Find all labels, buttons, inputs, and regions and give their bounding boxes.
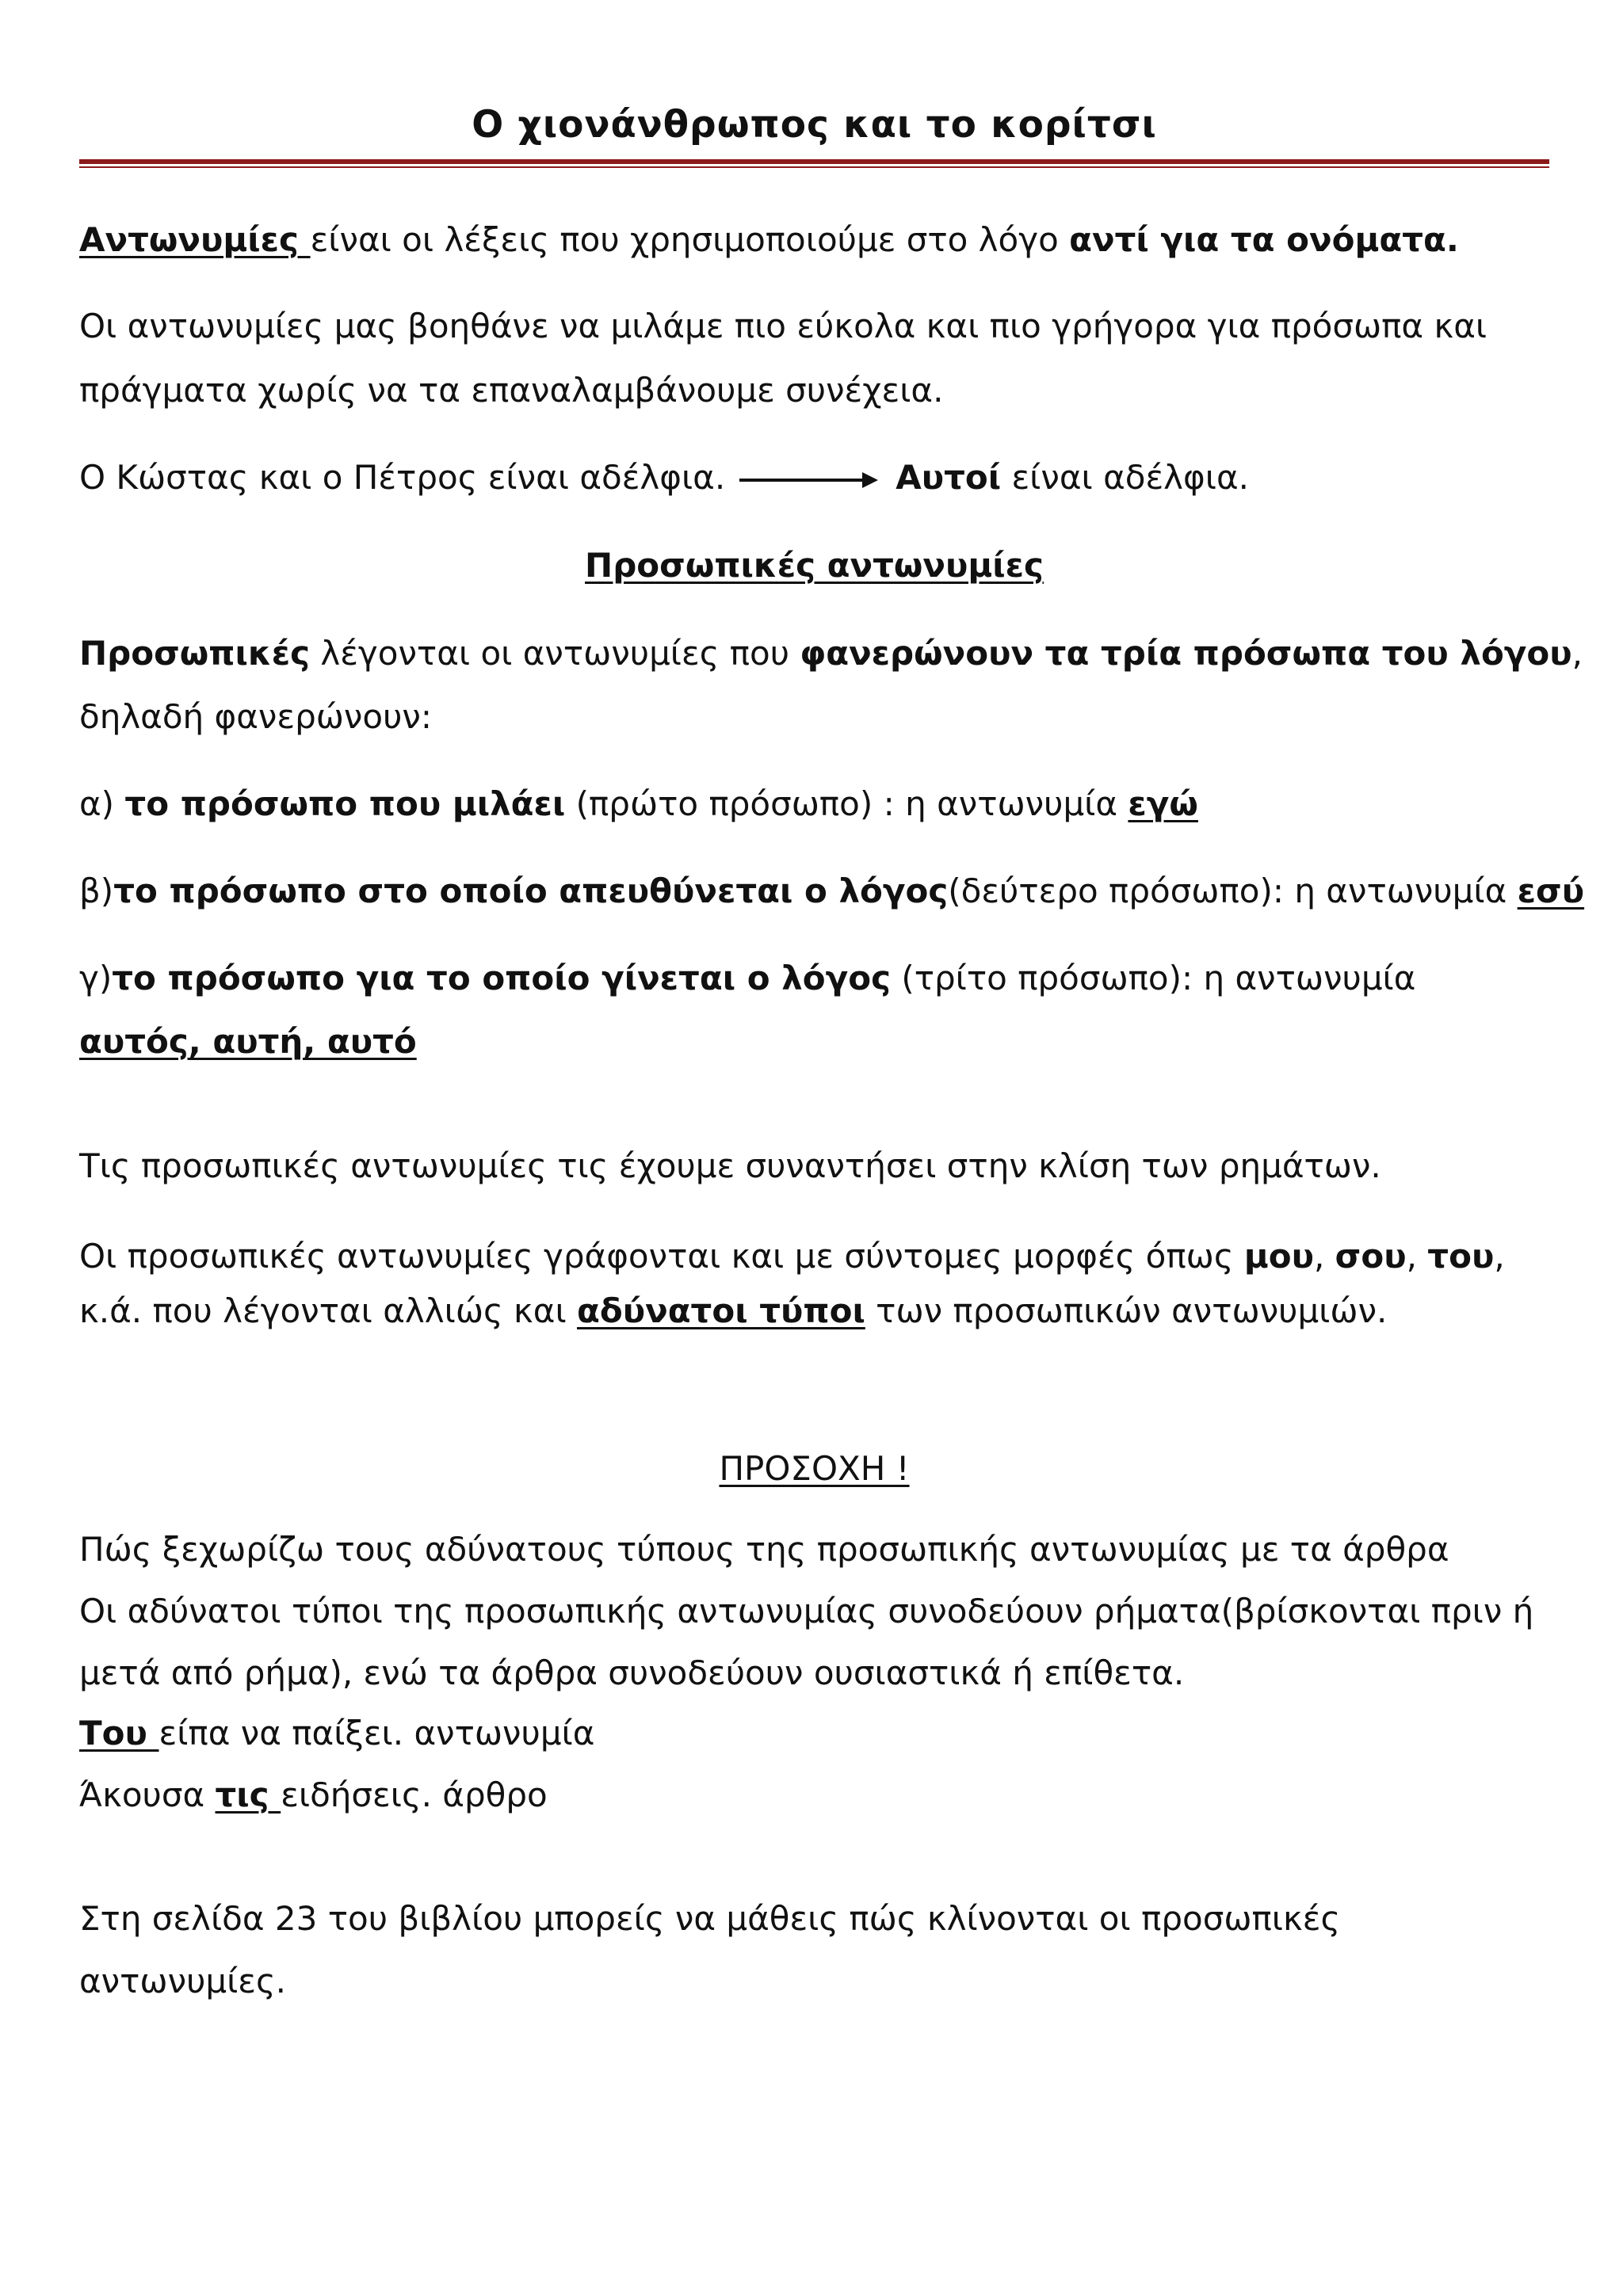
person-first-prefix: α) bbox=[79, 784, 125, 823]
para3-text2: κ.ά. που λέγονται αλλιώς και bbox=[79, 1291, 578, 1330]
title-divider bbox=[79, 159, 1549, 170]
attention-line3: μετά από ρήμα), ενώ τα άρθρα συνοδεύουν ουσιαστικά ή επίθετα. bbox=[79, 1653, 1185, 1692]
person-first-text: (πρώτο πρόσωπο) : η αντωνυμία bbox=[565, 784, 1128, 823]
intro-emphasis: αντί για τα ονόματα. bbox=[1069, 220, 1459, 259]
intro-text: είναι οι λέξεις που χρησιμοποιούμε στο λόγο bbox=[310, 220, 1070, 259]
example-right-rest: είναι αδέλφια. bbox=[1001, 458, 1249, 497]
pronoun-esy: εσύ bbox=[1517, 871, 1585, 910]
example-pronoun: Αυτοί bbox=[896, 458, 1002, 497]
example-line bbox=[79, 458, 1249, 498]
weak-form-mou: μου bbox=[1243, 1237, 1314, 1276]
para3-sep2: , bbox=[1406, 1237, 1428, 1276]
person-second-desc: το πρόσωπο στο οποίο απευθύνεται ο λόγος bbox=[113, 871, 949, 910]
para3-line1 bbox=[79, 1237, 1505, 1276]
example-pronoun-rest: είπα να παίξει. αντωνυμία bbox=[158, 1714, 595, 1753]
para1-line1: Οι αντωνυμίες μας βοηθάνε να μιλάμε πιο εύκολα και πιο γρήγορα για πρόσωπα και bbox=[79, 307, 1487, 345]
para2: Τις προσωπικές αντωνυμίες τις έχουμε συναντήσει στην κλίση των ρημάτων. bbox=[79, 1146, 1381, 1185]
example-pronoun-line bbox=[79, 1714, 594, 1753]
closing-line2: αντωνυμίες. bbox=[79, 1962, 287, 2000]
person-third-prefix: γ) bbox=[79, 959, 113, 997]
definition-comma: , bbox=[1571, 634, 1583, 673]
example-article-rest: ειδήσεις. άρθρο bbox=[281, 1775, 548, 1814]
section-heading-personal-pronouns: Προσωπικές αντωνυμίες bbox=[585, 546, 1044, 585]
example-word-tis: τις bbox=[215, 1775, 281, 1814]
arrow-right-icon bbox=[739, 472, 878, 488]
definition-text1: λέγονται οι αντωνυμίες που bbox=[310, 634, 800, 673]
person-second-prefix: β) bbox=[79, 871, 114, 910]
person-second-text: (δεύτερο πρόσωπο): η αντωνυμία bbox=[948, 871, 1518, 910]
person-third-desc: το πρόσωπο για το οποίο γίνεται ο λόγος bbox=[112, 959, 891, 997]
para3-text1: Οι προσωπικές αντωνυμίες γράφονται και με σύντομες μορφές όπως bbox=[79, 1237, 1244, 1276]
example-article-start: Άκουσα bbox=[79, 1775, 216, 1814]
intro-line bbox=[79, 220, 1459, 260]
definition-line1 bbox=[79, 634, 1583, 673]
definition-bold-term: Προσωπικές bbox=[79, 634, 310, 673]
term-pronouns: Αντωνυμίες bbox=[79, 220, 311, 259]
weak-form-sou: σου bbox=[1335, 1237, 1407, 1276]
page-title: Ο χιονάνθρωπος και το κορίτσι bbox=[472, 103, 1157, 147]
pronoun-aftos: αυτός, αυτή, αυτό bbox=[79, 1022, 417, 1061]
example-left: Ο Κώστας και ο Πέτρος είναι αδέλφια. bbox=[79, 458, 726, 497]
definition-bold-phrase: φανερώνουν τα τρία πρόσωπα του λόγου bbox=[800, 634, 1572, 673]
example-word-tou: Του bbox=[79, 1714, 159, 1753]
person-third bbox=[79, 959, 1415, 998]
person-third-text: (τρίτο πρόσωπο): η αντωνυμία bbox=[890, 959, 1416, 997]
person-first-desc: το πρόσωπο που μιλάει bbox=[124, 784, 566, 823]
example-article-line bbox=[79, 1775, 548, 1815]
attention-heading: ΠΡΟΣΟΧΗ ! bbox=[719, 1449, 910, 1488]
para3-text3: των προσωπικών αντωνυμιών. bbox=[865, 1291, 1388, 1330]
person-first bbox=[79, 784, 1198, 824]
definition-line2: δηλαδή φανερώνουν: bbox=[79, 697, 432, 736]
divider-thin-line bbox=[79, 166, 1549, 168]
para1-line2: πράγματα χωρίς να τα επαναλαμβάνουμε συνέχεια. bbox=[79, 371, 944, 410]
pronoun-ego: εγώ bbox=[1128, 784, 1198, 823]
term-weak-forms: αδύνατοι τύποι bbox=[577, 1291, 865, 1330]
attention-line1: Πώς ξεχωρίζω τους αδύνατους τύπους της προσωπικής αντωνυμίας με τα άρθρα bbox=[79, 1530, 1449, 1569]
person-second bbox=[79, 871, 1584, 911]
weak-form-tou: του bbox=[1427, 1237, 1495, 1276]
attention-line2: Οι αδύνατοι τύποι της προσωπικής αντωνυμίας συνοδεύουν ρήματα(βρίσκονται πριν ή bbox=[79, 1592, 1534, 1630]
divider-thick-line bbox=[79, 159, 1549, 164]
para3-line2 bbox=[79, 1291, 1387, 1331]
para3-end1: , bbox=[1494, 1237, 1505, 1276]
para3-sep1: , bbox=[1313, 1237, 1335, 1276]
closing-line1: Στη σελίδα 23 του βιβλίου μπορείς να μάθεις πώς κλίνονται οι προσωπικές bbox=[79, 1899, 1341, 1938]
